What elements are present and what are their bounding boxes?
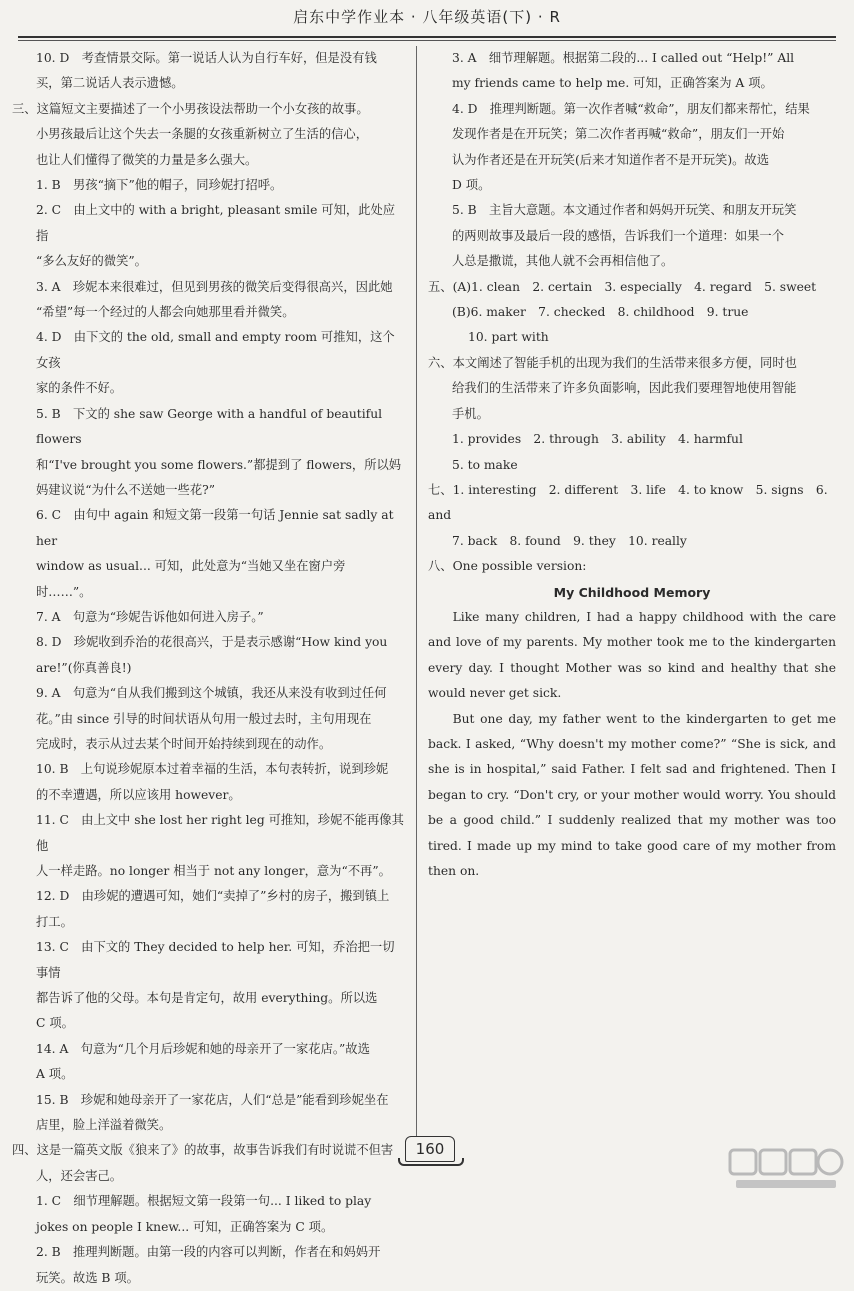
- page-number-book-icon: [398, 1158, 464, 1166]
- answer-line: 10. B 上句说珍妮原本过着幸福的生活，本句表转折，说到珍妮: [36, 762, 389, 777]
- section-text: 人，还会害己。: [36, 1168, 123, 1183]
- essay-paragraph: Like many children, I had a happy childhood with the care and love of my parents. My mother took me to the kindergarten every day. I thought Mother was so kind and healthy that she would never get sick.: [428, 609, 836, 701]
- answer-line: 3. A 珍妮本来很难过，但见到男孩的微笑后变得很高兴，因此她: [36, 279, 393, 294]
- header-rule-thin: [18, 40, 836, 41]
- answer-line: my friends came to help me. 可知，正确答案为 A 项。: [452, 76, 773, 91]
- section-text: 手机。: [452, 406, 489, 421]
- section-heading: 三、这篇短文主要描述了一个小男孩设法帮助一个小女孩的故事。: [12, 101, 369, 116]
- answer-line: 人总是撒谎，其他人就不会再相信他了。: [452, 254, 674, 269]
- answer-line: 7. A 句意为“珍妮告诉他如何进入房子。”: [36, 609, 264, 624]
- running-header: 启东中学作业本 · 八年级英语(下) · R: [293, 8, 561, 26]
- essay-body: [428, 605, 836, 884]
- answer-line: 2. B 推理判断题。由第一段的内容可以判断，作者在和妈妈开: [36, 1245, 381, 1260]
- answer-line: 5. to make: [452, 457, 518, 472]
- answer-line: D 项。: [452, 178, 491, 193]
- answer-line: 发现作者是在开玩笑；第二次作者再喊“救命”，朋友们一开始: [452, 127, 785, 142]
- section-text: 也让人们懂得了微笑的力量是多么强大。: [36, 152, 258, 167]
- answer-line: 6. C 由句中 again 和短文第一段第一句话 Jennie sat sadly at her: [36, 508, 394, 548]
- answer-line: 时……”。: [36, 584, 92, 599]
- answer-line: 家的条件不好。: [36, 381, 123, 396]
- answer-line: 13. C 由下文的 They decided to help her. 可知，乔治把一切事情: [36, 940, 395, 980]
- essay-title: My Childhood Memory: [553, 584, 711, 600]
- section-heading: 六、本文阐述了智能手机的出现为我们的生活带来很多方便，同时也: [428, 355, 797, 370]
- answer-line: 9. A 句意为“自从我们搬到这个城镇，我还从来没有收到过任何: [36, 686, 387, 701]
- answer-line: C 项。: [36, 1016, 74, 1031]
- answer-line: (B)6. maker 7. checked 8. childhood 9. true: [452, 305, 749, 320]
- answer-line: 和“I've brought you some flowers.”都提到了 flowers，所以妈: [36, 457, 402, 472]
- answer-line: 都告诉了他的父母。本句是肯定句，故用 everything。所以选: [36, 991, 378, 1006]
- answer-line: are!”(你真善良!): [36, 660, 132, 675]
- section-text: 小男孩最后让这个失去一条腿的女孩重新树立了生活的信心，: [36, 127, 369, 142]
- answer-line: 人一样走路。no longer 相当于 not any longer，意为“不再”。: [36, 864, 391, 878]
- answer-line: 1. C 细节理解题。根据短文第一段第一句... I liked to play: [36, 1194, 372, 1209]
- left-column: [12, 46, 406, 1291]
- section-heading: 五、(A)1. clean 2. certain 3. especially 4. regard 5. sweet: [428, 279, 817, 294]
- answer-line: 11. C 由上文中 she lost her right leg 可推知，珍妮不能再像其他: [36, 813, 404, 853]
- answer-line: 店里，脸上洋溢着微笑。: [36, 1118, 172, 1133]
- watermark-logo-icon: [726, 1144, 846, 1192]
- answer-line: 的不幸遭遇，所以应该用 however。: [36, 787, 241, 802]
- page-number: 160: [405, 1136, 455, 1162]
- section-heading: 四、这是一篇英文版《狼来了》的故事，故事告诉我们有时说谎不但害: [12, 1143, 394, 1158]
- essay-paragraph: But one day, my father went to the kindergarten to get me back. I asked, “Why doesn't my mother come?” “She is sick, and she is in hospital,” said Father. I felt sad and frightened. Then I began to cry. “Don't cry, or your mother would worry. You should be a good child.” I suddenly realized that my mother was too tired. I made up my mind to take good care of my mother from then on.: [428, 711, 836, 878]
- answer-line: 花。”由 since 引导的时间状语从句用一般过去时，主句用现在: [36, 711, 372, 726]
- answer-line: window as usual... 可知，此处意为“当她又坐在窗户旁: [36, 559, 346, 574]
- answer-line: A 项。: [36, 1067, 74, 1082]
- header-rule: [18, 36, 836, 38]
- answer-line: 10. part with: [468, 330, 549, 345]
- answer-line: 3. A 细节理解题。根据第二段的... I called out “Help!” All: [452, 51, 795, 65]
- answer-line: 完成时，表示从过去某个时间开始持续到现在的动作。: [36, 736, 332, 751]
- answer-line: 认为作者还是在开玩笑(后来才知道作者不是开玩笑)。故选: [452, 152, 770, 167]
- answer-line: 1. B 男孩“摘下”他的帽子，同珍妮打招呼。: [36, 178, 283, 193]
- answer-line: 5. B 主旨大意题。本文通过作者和妈妈开玩笑、和朋友开玩笑: [452, 203, 797, 218]
- answer-line: 10. D 考查情景交际。第一说话人认为自行车好，但是没有钱: [36, 51, 377, 65]
- answer-line: 8. D 珍妮收到乔治的花很高兴，于是表示感谢“How kind you: [36, 635, 388, 650]
- section-heading: 八、One possible version:: [428, 559, 587, 574]
- right-column: [428, 46, 836, 884]
- answer-line: 4. D 由下文的 the old, small and empty room 可推知，这个女孩: [36, 330, 395, 370]
- answer-line: 15. B 珍妮和她母亲开了一家花店，人们“总是”能看到珍妮坐在: [36, 1092, 389, 1107]
- answer-line: 的两则故事及最后一段的感悟，告诉我们一个道理：如果一个: [452, 228, 785, 243]
- answer-line: 2. C 由上文中的 with a bright, pleasant smile 可知，此处应指: [36, 203, 396, 243]
- answer-line: 打工。: [36, 914, 73, 929]
- section-text: 给我们的生活带来了许多负面影响，因此我们要理智地使用智能: [452, 381, 797, 396]
- answer-line: “希望”每一个经过的人都会向她那里看并微笑。: [36, 305, 295, 320]
- section-heading: 七、1. interesting 2. different 3. life 4. to know 5. signs 6. and: [428, 482, 828, 523]
- answer-line: 买，第二说话人表示遗憾。: [36, 76, 184, 91]
- answer-line: 1. provides 2. through 3. ability 4. harmful: [452, 432, 743, 447]
- answer-line: 14. A 句意为“几个月后珍妮和她的母亲开了一家花店。”故选: [36, 1041, 370, 1056]
- answer-line: 5. B 下文的 she saw George with a handful of beautiful flowers: [36, 406, 383, 447]
- answer-line: 12. D 由珍妮的遭遇可知，她们“卖掉了”乡村的房子，搬到镇上: [36, 889, 390, 904]
- column-divider: [416, 46, 417, 1136]
- answer-line: 妈建议说“为什么不送她一些花?”: [36, 482, 216, 497]
- answer-line: 7. back 8. found 9. they 10. really: [452, 533, 687, 548]
- answer-line: 4. D 推理判断题。第一次作者喊“救命”，朋友们都来帮忙，结果: [452, 101, 810, 116]
- answer-line: jokes on people I knew... 可知，正确答案为 C 项。: [36, 1219, 334, 1234]
- answer-line: “多么友好的微笑”。: [36, 254, 147, 269]
- answer-line: 玩笑。故选 B 项。: [36, 1270, 139, 1285]
